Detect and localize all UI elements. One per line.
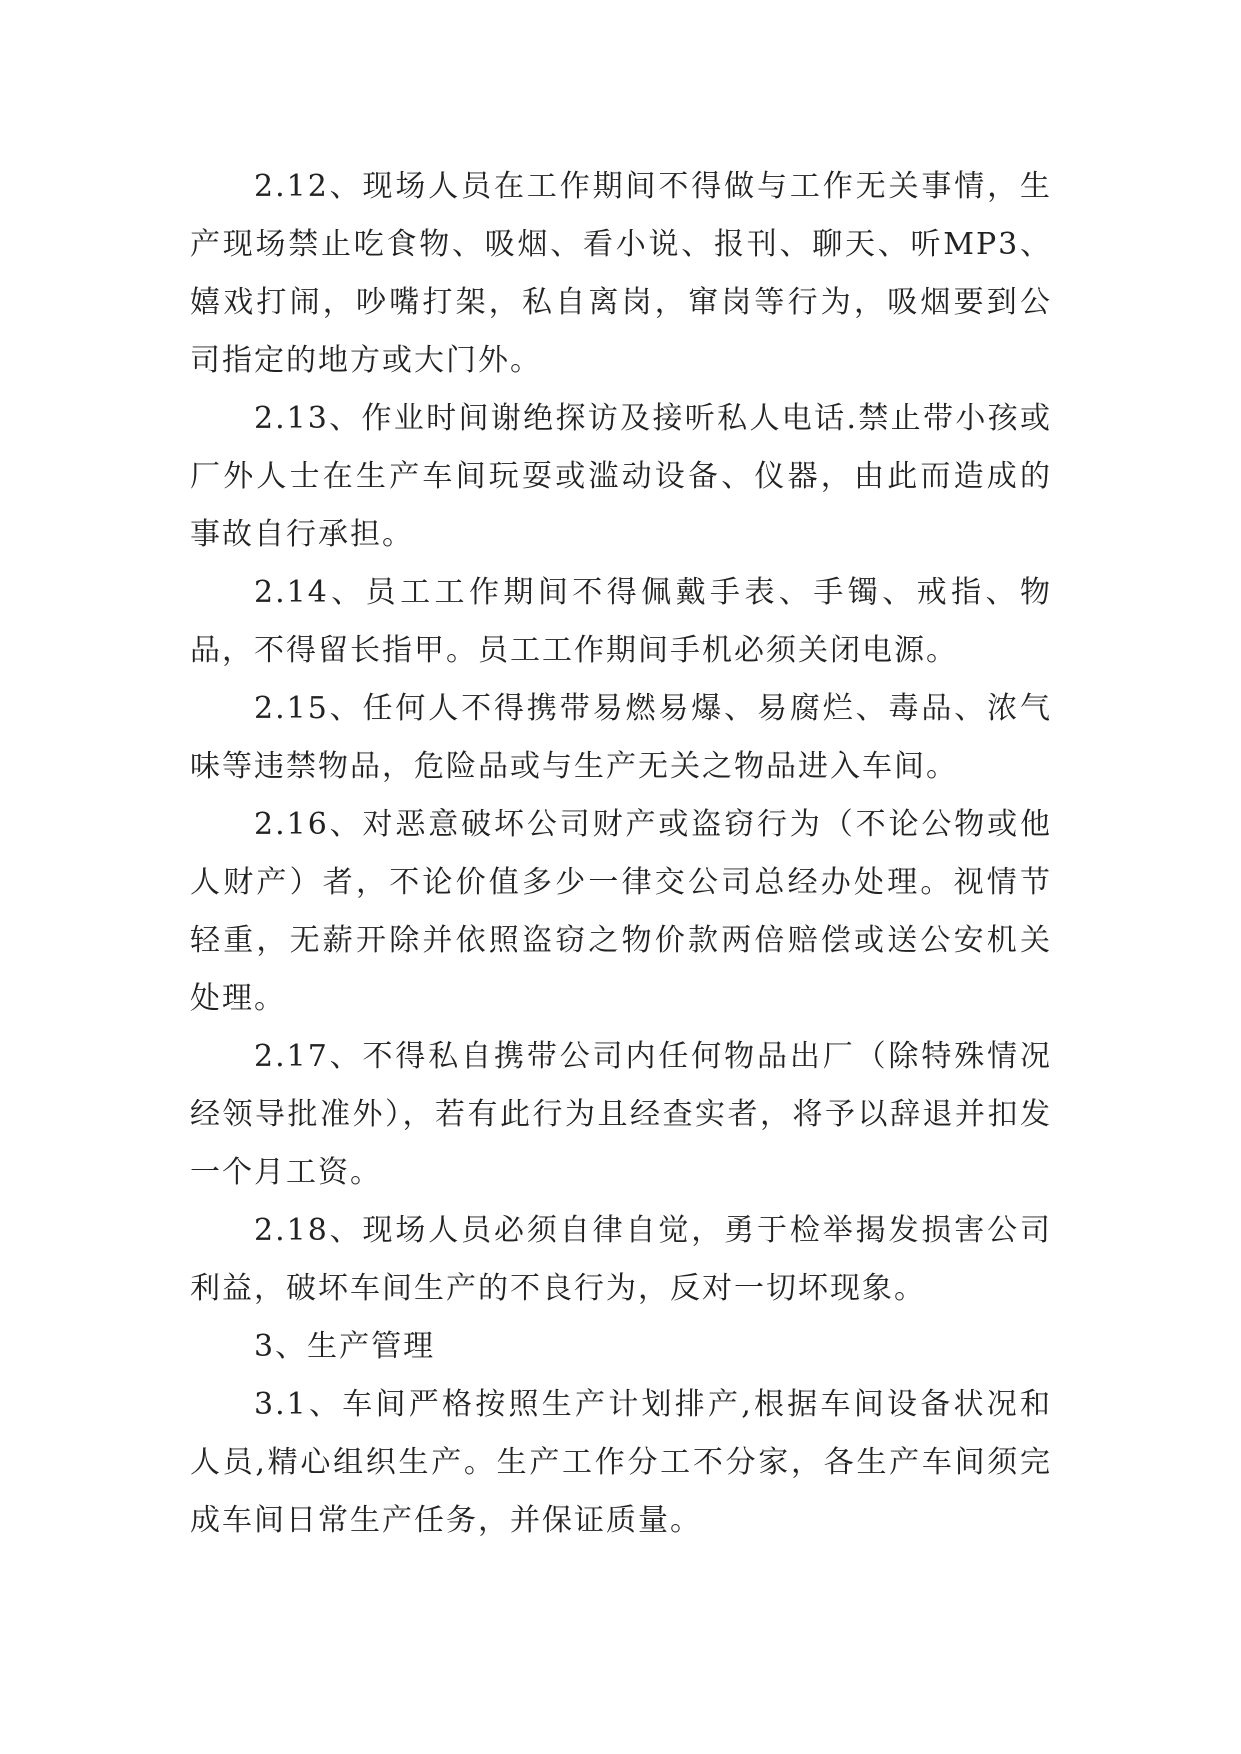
paragraph-2-13: 2.13、作业时间谢绝探访及接听私人电话.禁止带小孩或厂外人士在生产车间玩耍或滥动设备、仪器，由此而造成的事故自行承担。 <box>190 401 1052 552</box>
paragraph-3-1: 3.1、车间严格按照生产计划排产,根据车间设备状况和人员,精心组织生产。生产工作分工不分家，各生产车间须完成车间日常生产任务，并保证质量。 <box>190 1387 1052 1538</box>
paragraph-2-14: 2.14、员工工作期间不得佩戴手表、手镯、戒指、物品，不得留长指甲。员工工作期间手机必须关闭电源。 <box>190 575 1052 668</box>
paragraph-2-15: 2.15、任何人不得携带易燃易爆、易腐烂、毒品、浓气味等违禁物品，危险品或与生产无关之物品进入车间。 <box>190 691 1052 784</box>
paragraph-2-12: 2.12、现场人员在工作期间不得做与工作无关事情，生产现场禁止吃食物、吸烟、看小说、报刊、聊天、听MP3、嬉戏打闹，吵嘴打架，私自离岗，窜岗等行为，吸烟要到公司指定的地方或大门外。 <box>190 169 1052 378</box>
document-body <box>190 158 1052 1550</box>
paragraph-2-16: 2.16、对恶意破坏公司财产或盗窃行为（不论公物或他人财产）者，不论价值多少一律交公司总经办处理。视情节轻重，无薪开除并依照盗窃之物价款两倍赔偿或送公安机关处理。 <box>190 807 1052 1016</box>
paragraph-2-17: 2.17、不得私自携带公司内任何物品出厂（除特殊情况经领导批准外），若有此行为且经查实者，将予以辞退并扣发一个月工资。 <box>190 1039 1052 1190</box>
paragraph-2-18: 2.18、现场人员必须自律自觉，勇于检举揭发损害公司利益，破坏车间生产的不良行为，反对一切坏现象。 <box>190 1213 1052 1306</box>
section-heading-3: 3、生产管理 <box>254 1329 436 1364</box>
